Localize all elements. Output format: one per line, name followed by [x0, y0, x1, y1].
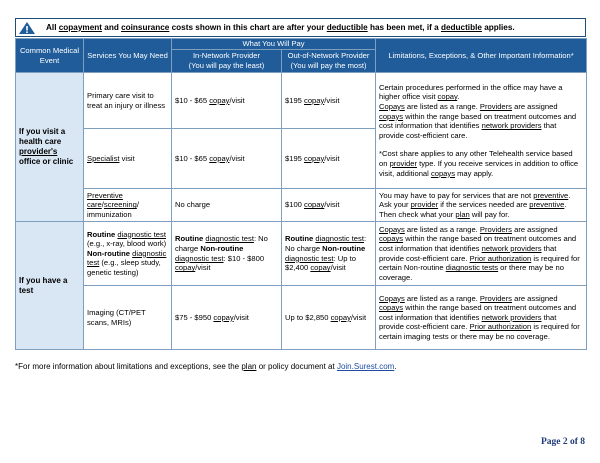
service-diagnostic-test: Routine diagnostic test (e.g., x-ray, blood work) Non-routine diagnostic test (e.g., sleep study, genetic testing) [84, 222, 172, 286]
term-link[interactable]: diagnostic test [205, 234, 254, 244]
term-link[interactable]: network providers [481, 312, 542, 322]
term-link[interactable]: copays [379, 111, 404, 121]
term-link[interactable]: diagnostic test [87, 248, 167, 268]
header-services: Services You May Need [84, 39, 172, 73]
term-link[interactable]: copays [379, 234, 404, 244]
term-link[interactable]: copay [304, 95, 325, 105]
table-row [16, 222, 587, 286]
term-link[interactable]: copay [304, 200, 325, 210]
service-preventive: Preventive care/screening/ immunization [84, 189, 172, 222]
term-link[interactable]: Providers [479, 102, 512, 112]
header-event: Common Medical Event [16, 39, 84, 73]
out-network-cost: Up to $2,850 copay/visit [282, 286, 376, 350]
term-link[interactable]: diagnostic test [315, 234, 364, 244]
header-out-network: Out-of-Network Provider (You will pay the most) [282, 50, 376, 73]
term-link[interactable]: copay [175, 263, 196, 273]
term-link[interactable]: plan [241, 362, 257, 371]
limitations-preventive: You may have to pay for services that are not preventive. Ask your provider if the services needed are preventive. Then check what your plan will pay for. [376, 189, 587, 222]
term-link[interactable]: Copays [379, 102, 405, 112]
term-link[interactable]: Prior authorization [469, 322, 532, 332]
event-have-test: If you have a test [16, 222, 84, 350]
website-link[interactable]: Join.Surest.com [336, 362, 395, 371]
in-network-cost: No charge [172, 189, 282, 222]
term-link[interactable]: copay [310, 263, 331, 273]
out-network-cost: $195 copay/visit [282, 129, 376, 189]
header-in-network: In-Network Provider (You will pay the least) [172, 50, 282, 73]
term-link[interactable]: copay [304, 153, 325, 163]
term-link[interactable]: coinsurance [121, 23, 170, 32]
page-number: Page 2 of 8 [540, 437, 585, 447]
term-link[interactable]: copay [209, 95, 230, 105]
limitation-paragraph: *Cost share applies to any other Telehealth service based on provider type. If you receive services in addition to office visit, additional copays may apply. [379, 149, 579, 178]
term-link[interactable]: provider [389, 158, 418, 168]
out-network-cost: $100 copay/visit [282, 189, 376, 222]
term-link[interactable]: Copays [379, 224, 405, 234]
term-link[interactable]: Providers [479, 224, 512, 234]
term-link[interactable]: copay [437, 92, 458, 102]
term-link[interactable]: copay [213, 312, 234, 322]
table-row [16, 286, 587, 350]
term-link[interactable]: provider's [19, 147, 58, 156]
out-network-cost: $195 copay/visit [282, 73, 376, 129]
header-row [16, 39, 587, 50]
term-link[interactable]: network providers [481, 243, 542, 253]
term-link[interactable]: copayment [58, 23, 102, 32]
term-link[interactable]: preventive [529, 200, 565, 210]
deductible-notice [15, 18, 586, 37]
term-link[interactable]: Specialist [87, 153, 120, 163]
in-network-cost: $75 - $950 copay/visit [172, 286, 282, 350]
term-link[interactable]: deductible [326, 23, 368, 32]
warning-triangle-icon [18, 19, 38, 36]
service-primary-care: Primary care visit to treat an injury or illness [84, 73, 172, 129]
term-link[interactable]: preventive [533, 190, 569, 200]
term-link[interactable]: copays [430, 168, 455, 178]
in-network-cost: $10 - $65 copay/visit [172, 129, 282, 189]
in-network-cost: Routine diagnostic test: No charge Non-routine diagnostic test: $10 - $800 copay/visit [172, 222, 282, 286]
term-link[interactable]: screening [103, 200, 137, 210]
notice-text: All copayment and coinsurance costs shown in this chart are after your deductible has been met, if a deductible applies. [46, 23, 515, 32]
header-what-you-pay: What You Will Pay [172, 39, 376, 50]
footnote: *For more information about limitations and exceptions, see the plan or policy document at Join.Surest.com. [15, 362, 397, 371]
term-link[interactable]: copay [330, 312, 351, 322]
limitation-paragraph: Certain procedures performed in the office may have a higher office visit copay. [379, 82, 563, 102]
limitations-imaging: Copays are listed as a range. Providers are assigned copays within the range based on treatment outcomes and cost information that identifies network providers that provide cost-efficient care. Prior authorization is required for certain imaging tests or there may be no coverage. [376, 286, 587, 350]
term-link[interactable]: Prior authorization [469, 253, 532, 263]
term-link[interactable]: diagnostic test [117, 229, 166, 239]
limitations-diagnostic: Copays are listed as a range. Providers are assigned copays within the range based on treatment outcomes and cost information that identifies network providers that provide cost-efficient care. Prior authorization is required for certain Non-routine diagnostic tests or there may be no coverage. [376, 222, 587, 286]
benefits-table [15, 38, 587, 350]
term-link[interactable]: copays [379, 303, 404, 313]
term-link[interactable]: plan [455, 209, 470, 219]
term-link[interactable]: Copays [379, 293, 405, 303]
limitation-paragraph: Copays are listed as a range. Providers are assigned copays within the range based on treatment outcomes and cost information that identifies network providers that provide cost-efficient care. [379, 102, 577, 140]
service-specialist: Specialist visit [84, 129, 172, 189]
table-row [16, 189, 587, 222]
term-link[interactable]: network providers [481, 121, 542, 131]
term-link[interactable]: Preventive care [87, 190, 123, 210]
header-limitations: Limitations, Exceptions, & Other Important Information* [376, 39, 587, 73]
term-link[interactable]: diagnostic tests [445, 263, 499, 273]
in-network-cost: $10 - $65 copay/visit [172, 73, 282, 129]
term-link[interactable]: diagnostic test [285, 253, 334, 263]
out-network-cost: Routine diagnostic test: No charge Non-routine diagnostic test: Up to $2,400 copay/visit [282, 222, 376, 286]
term-link[interactable]: copay [209, 153, 230, 163]
term-link[interactable]: deductible [440, 23, 482, 32]
term-link[interactable]: Providers [479, 293, 512, 303]
table-row [16, 73, 587, 129]
limitations-office [376, 73, 587, 189]
service-imaging: Imaging (CT/PET scans, MRIs) [84, 286, 172, 350]
event-office-visit: If you visit a health care provider's office or clinic [16, 73, 84, 222]
term-link[interactable]: provider [410, 200, 439, 210]
term-link[interactable]: diagnostic test [175, 253, 224, 263]
